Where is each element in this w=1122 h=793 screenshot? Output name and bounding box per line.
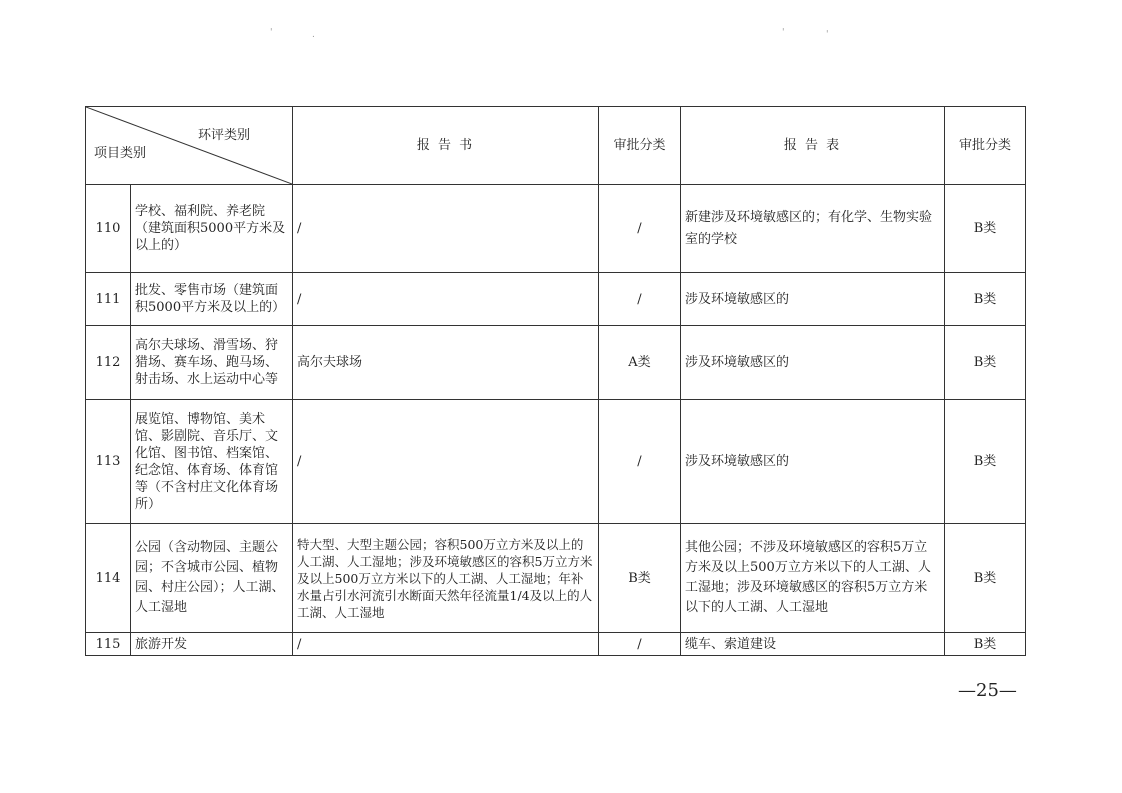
project-category: 旅游开发 xyxy=(131,633,293,656)
header-eia-category: 环评类别 xyxy=(197,128,250,143)
project-category: 展览馆、博物馆、美术馆、影剧院、音乐厅、文化馆、图书馆、档案馆、纪念馆、体育场、体育馆等（不含村庄文化体育场所） xyxy=(131,400,293,524)
header-report-book: 报 告 书 xyxy=(293,107,599,185)
report-form-class: B类 xyxy=(945,273,1026,326)
scan-speck: ' xyxy=(782,28,785,38)
row-number: 115 xyxy=(86,633,131,656)
page-number: —25— xyxy=(958,680,1017,701)
report-form-class: B类 xyxy=(945,185,1026,273)
row-number: 114 xyxy=(86,524,131,633)
report-book-cell: / xyxy=(293,273,599,326)
header-approval-class: 审批分类 xyxy=(945,107,1026,185)
table-row xyxy=(86,185,1026,273)
row-number: 111 xyxy=(86,273,131,326)
report-form-cell: 其他公园；不涉及环境敏感区的容积5万立方米及以上500万立方米以下的人工湖、人工湿地；涉及环境敏感区的容积5万立方米以下的人工湖、人工湿地 xyxy=(681,524,945,633)
report-book-class: B类 xyxy=(599,524,681,633)
table-row xyxy=(86,326,1026,400)
scan-speck: ' xyxy=(826,30,829,40)
table-header-row xyxy=(86,107,1026,185)
report-book-cell: / xyxy=(293,633,599,656)
scan-speck: . xyxy=(312,30,315,40)
project-category: 高尔夫球场、滑雪场、狩猎场、赛车场、跑马场、射击场、水上运动中心等 xyxy=(131,326,293,400)
header-approval-class: 审批分类 xyxy=(599,107,681,185)
report-form-class: B类 xyxy=(945,400,1026,524)
project-category: 学校、福利院、养老院（建筑面积5000平方米及以上的） xyxy=(131,185,293,273)
header-project-category: 项目类别 xyxy=(94,146,147,161)
scan-speck: ' xyxy=(270,28,273,38)
report-book-class: A类 xyxy=(599,326,681,400)
report-form-cell: 缆车、索道建设 xyxy=(681,633,945,656)
row-number: 110 xyxy=(86,185,131,273)
report-form-class: B类 xyxy=(945,633,1026,656)
report-book-cell: / xyxy=(293,185,599,273)
project-category: 批发、零售市场（建筑面积5000平方米及以上的） xyxy=(131,273,293,326)
header-corner-cell xyxy=(86,107,293,185)
report-book-class: / xyxy=(599,273,681,326)
table-row xyxy=(86,273,1026,326)
header-report-form: 报 告 表 xyxy=(681,107,945,185)
report-book-class: / xyxy=(599,185,681,273)
row-number: 112 xyxy=(86,326,131,400)
report-book-class: / xyxy=(599,400,681,524)
row-number: 113 xyxy=(86,400,131,524)
report-book-cell: 特大型、大型主题公园；容积500万立方米及以上的人工湖、人工湿地；涉及环境敏感区的容积5万立方米及以上500万立方米以下的人工湖、人工湿地；年补水量占引水河流引水断面天然年径流量1/4及以上的人工湖、人工湿地 xyxy=(293,524,599,633)
report-book-class: / xyxy=(599,633,681,656)
report-form-cell: 涉及环境敏感区的 xyxy=(681,326,945,400)
project-category: 公园（含动物园、主题公园；不含城市公园、植物园、村庄公园）；人工湖、人工湿地 xyxy=(131,524,293,633)
report-book-cell: 高尔夫球场 xyxy=(293,326,599,400)
report-book-cell: / xyxy=(293,400,599,524)
table-row xyxy=(86,633,1026,656)
table-row xyxy=(86,524,1026,633)
report-form-cell: 涉及环境敏感区的 xyxy=(681,400,945,524)
report-form-cell: 涉及环境敏感区的 xyxy=(681,273,945,326)
eia-classification-table xyxy=(85,106,1026,656)
report-form-class: B类 xyxy=(945,524,1026,633)
report-form-class: B类 xyxy=(945,326,1026,400)
table-row xyxy=(86,400,1026,524)
report-form-cell: 新建涉及环境敏感区的；有化学、生物实验室的学校 xyxy=(681,185,945,273)
